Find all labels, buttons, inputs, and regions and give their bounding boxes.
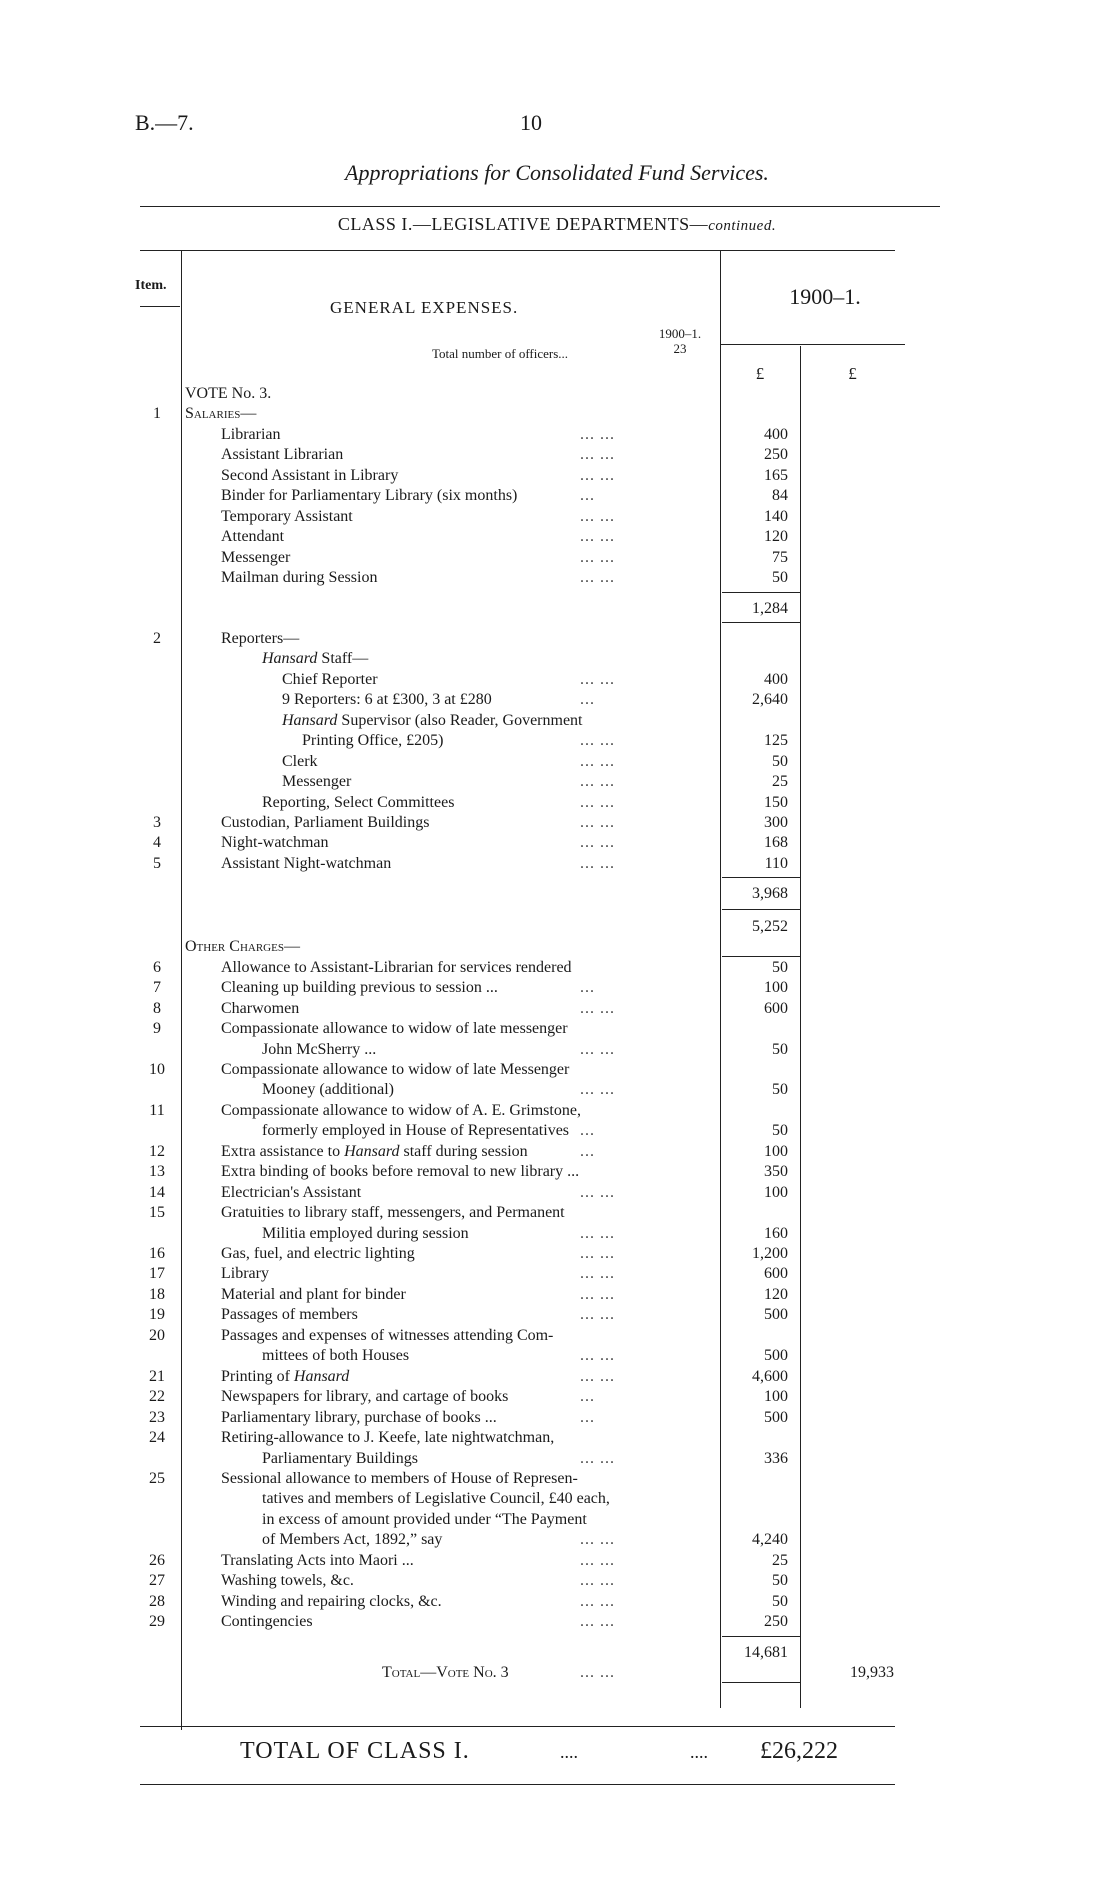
section-title: GENERAL EXPENSES. [330, 298, 519, 317]
item-number: 20 [149, 1326, 165, 1344]
table-row [0, 1551, 1114, 1571]
item-amount: 100 [764, 979, 788, 997]
item-description: in excess of amount provided under “The Payment [262, 1510, 587, 1528]
item-amount: 120 [764, 528, 788, 546]
item-number: 2 [153, 629, 161, 647]
leader-dots: ... [580, 979, 595, 997]
leader-dots: ... ... [580, 752, 615, 770]
item-amount: 1,200 [752, 1245, 788, 1262]
table-row [0, 670, 1114, 690]
item-description: Gratuities to library staff, messengers, and Permanent [221, 1204, 565, 1222]
item-amount: 600 [764, 999, 788, 1017]
page-number: 10 [520, 110, 542, 135]
item-description: Temporary Assistant [221, 507, 353, 525]
table-row [0, 1224, 1114, 1244]
table-row [0, 1121, 1114, 1141]
item-description: Parliamentary library, purchase of books ... [221, 1408, 497, 1426]
item-description: Material and plant for binder [221, 1285, 406, 1303]
leader-dots: ... ... [580, 569, 615, 587]
item-amount: 500 [764, 1347, 788, 1365]
table-row [0, 813, 1114, 833]
subtotal-rule [722, 909, 800, 910]
table-row [0, 568, 1114, 588]
item-description: Contingencies [221, 1613, 313, 1631]
item-amount: 4,240 [752, 1531, 788, 1549]
item-number: 18 [149, 1285, 165, 1303]
item-description: Extra assistance to Hansard staff during session [221, 1142, 528, 1160]
item-amount: 14,681 [744, 1643, 788, 1661]
item-amount: 1,284 [752, 599, 788, 617]
item-amount: 400 [764, 670, 788, 688]
item-number: 1 [153, 405, 161, 423]
table-row [0, 1285, 1114, 1305]
item-description: VOTE No. 3. [185, 385, 272, 402]
item-amount: 168 [764, 834, 788, 852]
item-amount: 350 [764, 1163, 788, 1181]
item-number: 17 [149, 1265, 165, 1283]
table-row [0, 1663, 1114, 1683]
item-amount: 5,252 [752, 917, 788, 935]
item-number: 19 [149, 1306, 165, 1324]
leader-dots: ... ... [580, 1367, 615, 1385]
subtotal-rule [722, 592, 800, 593]
table-row [0, 1244, 1114, 1264]
table-row [0, 1367, 1114, 1387]
leader-dots: ... ... [580, 1224, 615, 1242]
leader-dots: ... ... [580, 1081, 615, 1099]
table-row [0, 404, 1114, 424]
officers-label: Total number of officers... [432, 346, 569, 361]
table-bottom-rule [140, 1726, 895, 1727]
item-description: Chief Reporter [282, 670, 378, 688]
vote-total-amount: 19,933 [850, 1664, 894, 1681]
item-description: Cleaning up building previous to session ... [221, 979, 498, 997]
table-row [0, 1428, 1114, 1448]
item-description: Compassionate allowance to widow of late messenger [221, 1020, 568, 1038]
table-row [0, 999, 1114, 1019]
item-description: Sessional allowance to members of House of Represen- [221, 1469, 578, 1487]
table-row [0, 884, 1114, 904]
class-title-suffix: continued. [708, 218, 777, 234]
class-title [0, 214, 1114, 235]
total-class-amount: £26,222 [760, 1738, 838, 1764]
item-number: 9 [153, 1020, 161, 1038]
item-description: Mailman during Session [221, 569, 378, 587]
item-header-rule [140, 306, 180, 307]
table-row [0, 1346, 1114, 1366]
table-row [0, 772, 1114, 792]
item-number: 3 [153, 814, 161, 831]
leader-dots: ... ... [580, 446, 615, 464]
table-row [0, 1326, 1114, 1346]
leader-dots: ... [580, 1408, 595, 1426]
table-row [0, 1142, 1114, 1162]
table-row [0, 1408, 1114, 1428]
item-description: Gas, fuel, and electric lighting [221, 1245, 415, 1262]
item-column-header: Item. [135, 278, 167, 293]
table-row [0, 711, 1114, 731]
item-amount: 4,600 [752, 1367, 788, 1385]
leader-dots: ... ... [580, 773, 615, 791]
subtotal-rule [722, 622, 800, 623]
page-subtitle: Appropriations for Consolidated Fund Services. [345, 160, 769, 185]
item-amount: 50 [772, 958, 788, 976]
item-amount: 50 [772, 1081, 788, 1099]
item-description: Librarian [221, 425, 281, 443]
item-description: Messenger [282, 773, 352, 791]
item-amount: 3,968 [752, 885, 788, 903]
table-row [0, 1019, 1114, 1039]
leader-dots: ... ... [580, 548, 615, 566]
table-row [0, 445, 1114, 465]
table-row [0, 937, 1114, 957]
table-row [0, 1305, 1114, 1325]
item-number: 4 [153, 834, 161, 852]
table-row [0, 1040, 1114, 1060]
table-row [0, 917, 1114, 937]
item-amount: 150 [764, 793, 788, 811]
table-row [0, 466, 1114, 486]
item-description: Hansard Staff— [262, 650, 369, 668]
table-row [0, 1080, 1114, 1100]
table-row [0, 1264, 1114, 1284]
table-row [0, 854, 1114, 874]
table-row [0, 599, 1114, 619]
item-number: 16 [149, 1245, 165, 1262]
table-row [0, 384, 1114, 404]
item-description: Electrician's Assistant [221, 1183, 362, 1201]
leader-dots: ... ... [580, 834, 615, 852]
leader-dots: ... ... [580, 1551, 615, 1569]
table-row [0, 1571, 1114, 1591]
table-row [0, 1530, 1114, 1550]
table-row [0, 649, 1114, 669]
item-number: 11 [149, 1101, 165, 1119]
leader-dots: ... ... [580, 732, 615, 750]
total-class-dots: .... [560, 1742, 578, 1762]
item-number: 24 [149, 1429, 165, 1447]
table-row [0, 958, 1114, 978]
item-number: 13 [149, 1163, 165, 1181]
item-description: Night-watchman [221, 834, 329, 852]
class-title-text: CLASS I.—LEGISLATIVE DEPARTMENTS— [337, 214, 709, 234]
item-amount: 110 [764, 854, 788, 872]
leader-dots: ... ... [580, 1245, 615, 1262]
item-description: Hansard Supervisor (also Reader, Government [282, 711, 583, 729]
item-amount: 300 [764, 814, 788, 831]
table-top-rule [140, 250, 895, 251]
item-description: Winding and repairing clocks, &c. [221, 1592, 442, 1610]
leader-dots: ... [580, 691, 595, 709]
item-description: Compassionate allowance to widow of A. E. Grimstone, [221, 1101, 581, 1119]
leader-dots: ... [580, 1388, 595, 1406]
item-amount: 25 [772, 1551, 788, 1569]
item-number: 22 [149, 1388, 165, 1406]
item-amount: 50 [772, 1592, 788, 1610]
leader-dots: ... ... [580, 1613, 615, 1631]
item-description: Extra binding of books before removal to new library ... [221, 1163, 580, 1181]
leader-dots: ... [580, 1142, 595, 1160]
leader-dots: ... ... [580, 670, 615, 688]
total-class-dots: .... [690, 1742, 708, 1762]
year-column-header: 1900–1. [789, 284, 861, 309]
item-number: 10 [149, 1060, 165, 1078]
item-description: Militia employed during session [262, 1224, 469, 1242]
table-row [0, 1489, 1114, 1509]
table-row [0, 486, 1114, 506]
item-amount: 100 [764, 1388, 788, 1406]
table-row [0, 752, 1114, 772]
leader-dots: ... [580, 487, 595, 505]
year-header-rule [720, 344, 905, 345]
leader-dots: ... ... [580, 1664, 615, 1681]
item-description: Printing of Hansard [221, 1367, 350, 1385]
leader-dots: ... ... [580, 793, 615, 811]
item-amount: 100 [764, 1183, 788, 1201]
item-number: 21 [149, 1367, 165, 1385]
item-description: Newspapers for library, and cartage of books [221, 1388, 509, 1406]
item-number: 27 [149, 1572, 165, 1590]
item-number: 8 [153, 999, 161, 1017]
leader-dots: ... ... [580, 1449, 615, 1467]
item-number: 7 [153, 979, 161, 997]
item-description: 9 Reporters: 6 at £300, 3 at £280 [282, 691, 492, 709]
table-row [0, 548, 1114, 568]
leader-dots: ... ... [580, 466, 615, 484]
item-amount: 500 [764, 1408, 788, 1426]
item-description: Retiring-allowance to J. Keefe, late nightwatchman, [221, 1429, 555, 1447]
item-description: Custodian, Parliament Buildings [221, 814, 430, 831]
item-description: Passages and expenses of witnesses attending Com- [221, 1326, 554, 1344]
item-amount: 75 [772, 548, 788, 566]
item-description: Charwomen [221, 999, 300, 1017]
item-description: Binder for Parliamentary Library (six months) [221, 487, 518, 505]
officers-year: 1900–1. [658, 326, 702, 341]
item-description: Attendant [221, 528, 285, 546]
item-description: Assistant Librarian [221, 446, 344, 464]
item-description: Reporters— [221, 629, 300, 647]
item-description: Clerk [282, 752, 318, 770]
subtotal-rule [722, 1636, 800, 1637]
item-amount: 50 [772, 1040, 788, 1058]
table-row [0, 1203, 1114, 1223]
item-amount: 125 [764, 732, 788, 750]
item-amount: 400 [764, 425, 788, 443]
item-description: Messenger [221, 548, 291, 566]
item-amount: 500 [764, 1306, 788, 1324]
leader-dots: ... ... [580, 999, 615, 1017]
item-amount: 100 [764, 1142, 788, 1160]
item-description: Allowance to Assistant-Librarian for services rendered [221, 958, 572, 976]
item-description: tatives and members of Legislative Council, £40 each, [262, 1490, 610, 1508]
total-class-label: TOTAL OF CLASS I. [240, 1738, 470, 1764]
item-description: Translating Acts into Maori ... [221, 1551, 414, 1569]
table-row [0, 507, 1114, 527]
currency-column2-header: £ [848, 364, 857, 383]
officers-count: 23 [673, 341, 687, 356]
item-number: 26 [149, 1551, 165, 1569]
item-description: Compassionate allowance to widow of late Messenger [221, 1060, 570, 1078]
leader-dots: ... ... [580, 1531, 615, 1549]
item-number: 12 [149, 1142, 165, 1160]
item-description: Second Assistant in Library [221, 466, 399, 484]
item-amount: 336 [764, 1449, 788, 1467]
leader-dots: ... ... [580, 1347, 615, 1365]
item-amount: 50 [772, 1572, 788, 1590]
leader-dots: ... ... [580, 1572, 615, 1590]
item-amount: 600 [764, 1265, 788, 1283]
leader-dots: ... ... [580, 814, 615, 831]
table-row [0, 1510, 1114, 1530]
item-number: 14 [149, 1183, 165, 1201]
leader-dots: ... ... [580, 1183, 615, 1201]
table-row [0, 1101, 1114, 1121]
table-row [0, 629, 1114, 649]
item-description: Parliamentary Buildings [262, 1449, 418, 1467]
leader-dots: ... ... [580, 425, 615, 443]
item-description: Washing towels, &c. [221, 1572, 354, 1590]
page-bottom-rule [140, 1784, 895, 1785]
item-amount: 84 [772, 487, 788, 505]
item-description: mittees of both Houses [262, 1347, 410, 1365]
item-number: 6 [153, 958, 161, 976]
table-row [0, 1643, 1114, 1663]
leader-dots: ... ... [580, 1040, 615, 1058]
leader-dots: ... ... [580, 1592, 615, 1610]
item-number: 28 [149, 1592, 165, 1610]
leader-dots: ... ... [580, 1265, 615, 1283]
item-amount: 250 [764, 446, 788, 464]
table-row [0, 978, 1114, 998]
table-row [0, 1612, 1114, 1632]
item-amount: 160 [764, 1224, 788, 1242]
item-amount: 2,640 [752, 691, 788, 709]
item-amount: 250 [764, 1613, 788, 1631]
item-description: of Members Act, 1892,” say [262, 1531, 443, 1549]
item-description: Other Charges— [185, 938, 300, 956]
item-description: Mooney (additional) [262, 1081, 394, 1099]
leader-dots: ... ... [580, 528, 615, 546]
item-amount: 50 [772, 752, 788, 770]
table-row [0, 793, 1114, 813]
item-amount: 50 [772, 1122, 788, 1140]
table-row [0, 1387, 1114, 1407]
officers-year-header [650, 326, 710, 356]
item-description: Printing Office, £205) [302, 732, 444, 750]
item-description: Reporting, Select Committees [262, 793, 455, 811]
leader-dots: ... ... [580, 507, 615, 525]
table-row [0, 527, 1114, 547]
item-number: 15 [149, 1204, 165, 1222]
item-description: John McSherry ... [262, 1040, 377, 1058]
item-amount: 165 [764, 466, 788, 484]
item-number: 25 [149, 1469, 165, 1487]
item-description: Library [221, 1265, 269, 1283]
table-row [0, 1060, 1114, 1080]
item-amount: 50 [772, 569, 788, 587]
item-number: 29 [149, 1613, 165, 1631]
subtotal-rule [722, 877, 800, 878]
item-amount: 25 [772, 773, 788, 791]
leader-dots: ... [580, 1122, 595, 1140]
leader-dots: ... ... [580, 1306, 615, 1324]
table-row [0, 690, 1114, 710]
item-description: formerly employed in House of Representatives [262, 1122, 570, 1140]
table-row [0, 833, 1114, 853]
leader-dots: ... ... [580, 854, 615, 872]
item-description: Passages of members [221, 1306, 358, 1324]
item-description: Salaries— [185, 405, 257, 423]
item-number: 23 [149, 1408, 165, 1426]
item-description: Total—Vote No. 3 [382, 1664, 509, 1681]
leader-dots: ... ... [580, 1285, 615, 1303]
document-reference: B.—7. [135, 110, 194, 135]
table-row [0, 731, 1114, 751]
header-rule [140, 206, 940, 207]
item-amount: 140 [764, 507, 788, 525]
subtotal-rule [722, 1682, 800, 1683]
table-row [0, 1449, 1114, 1469]
table-row [0, 1592, 1114, 1612]
table-row [0, 1162, 1114, 1182]
item-description: Assistant Night-watchman [221, 854, 392, 872]
item-number: 5 [153, 854, 161, 872]
table-row [0, 1469, 1114, 1489]
table-row [0, 425, 1114, 445]
table-row [0, 1183, 1114, 1203]
currency-column1-header: £ [755, 364, 765, 383]
item-amount: 120 [764, 1285, 788, 1303]
